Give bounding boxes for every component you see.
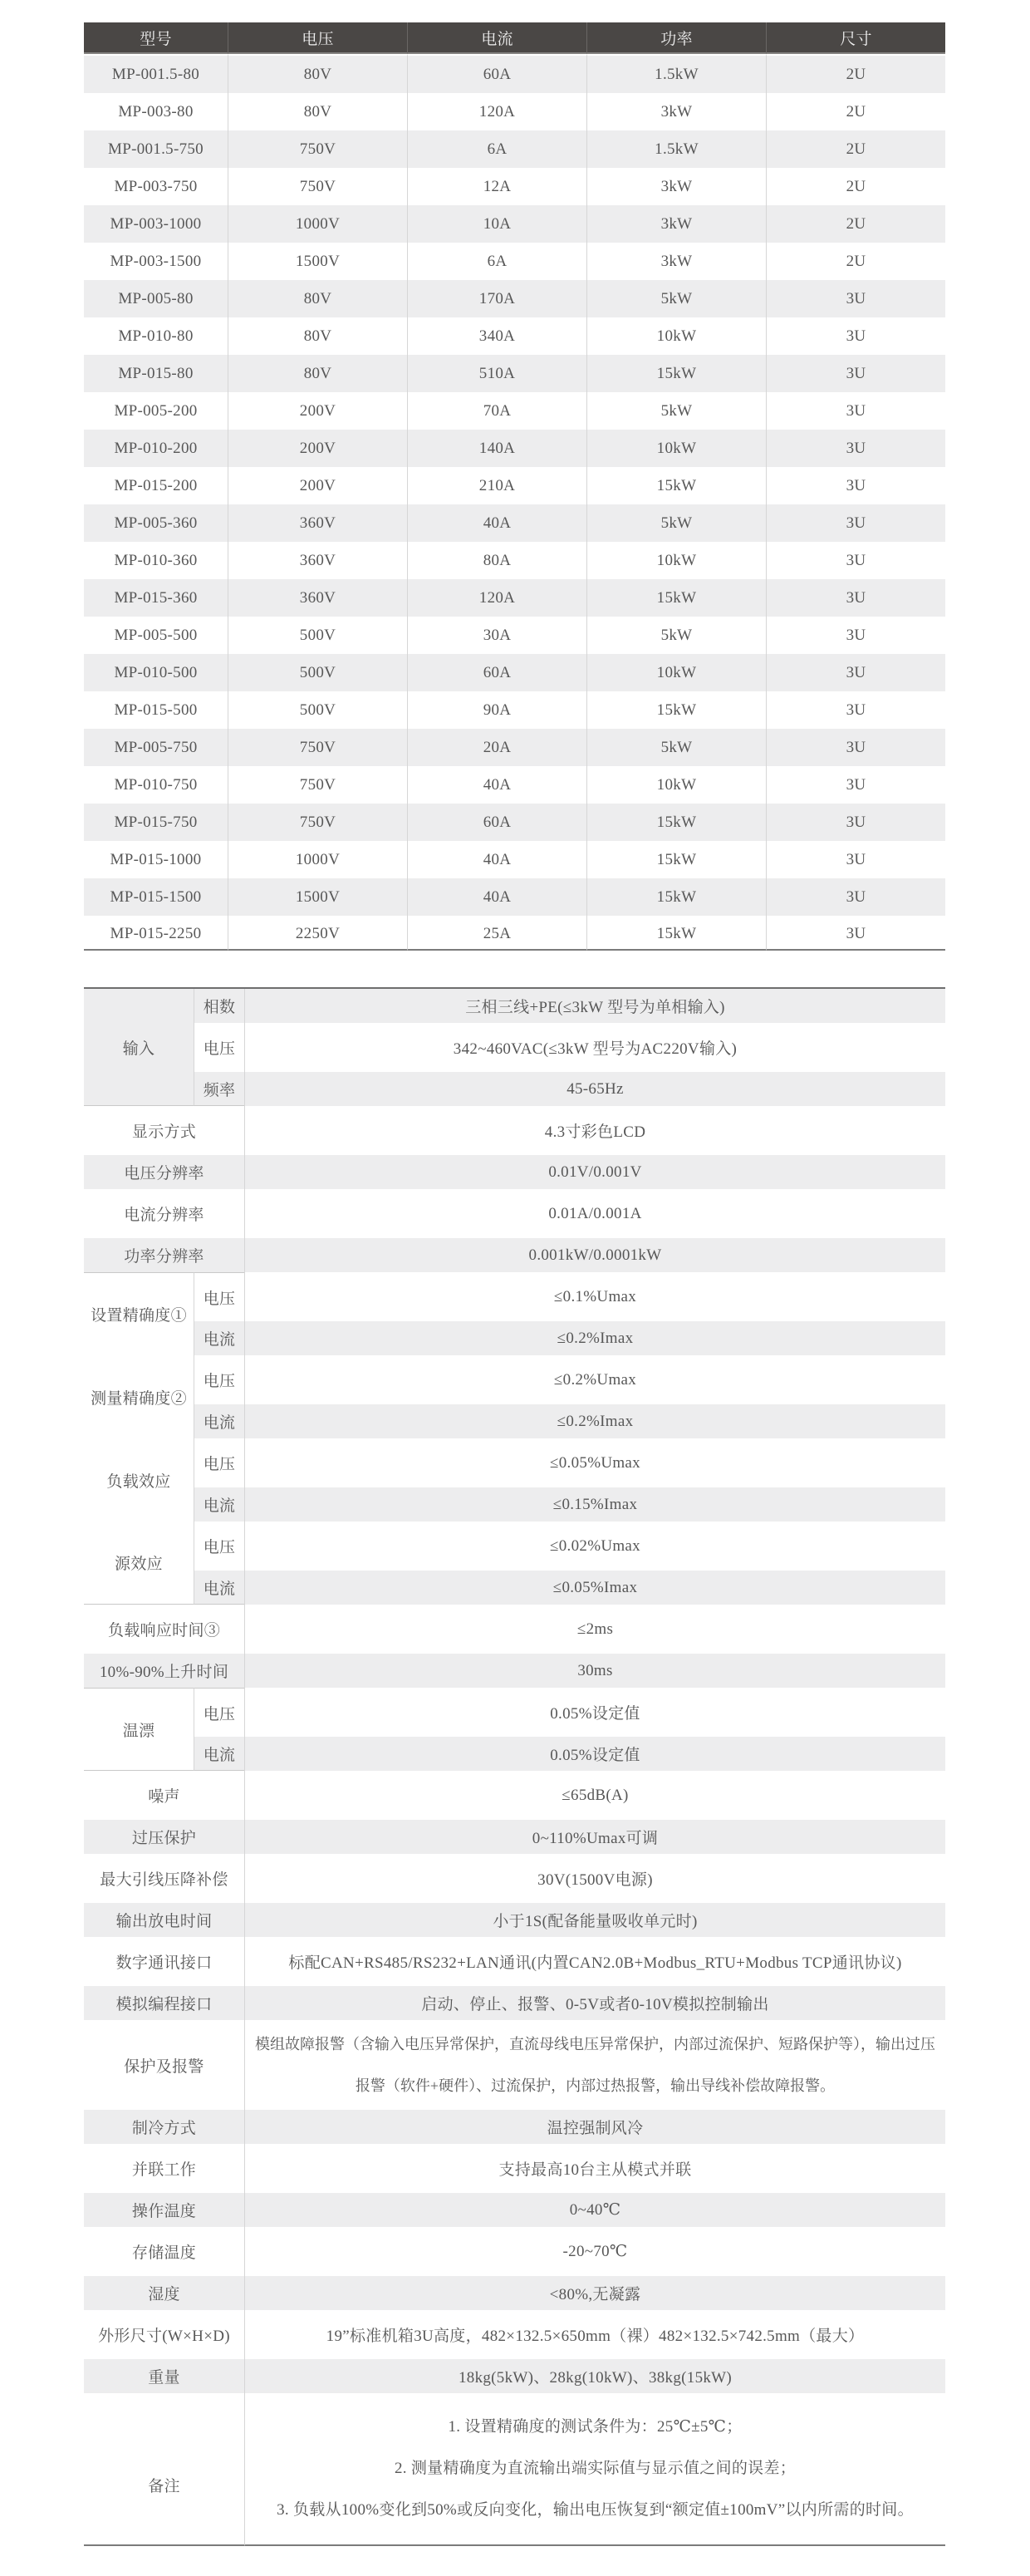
spec-label: 备注 (84, 2393, 244, 2546)
spec-value: 三相三线+PE(≤3kW 型号为单相输入) (244, 989, 945, 1023)
cell-power: 5kW (586, 504, 766, 542)
spec-row (84, 1820, 945, 1854)
cell-current: 12A (407, 168, 586, 205)
cell-power: 5kW (586, 617, 766, 654)
spec-label: 模拟编程接口 (84, 1986, 244, 2020)
spec-value: 0.01V/0.001V (244, 1155, 945, 1189)
spec-notes (244, 2393, 945, 2546)
table-row (84, 542, 945, 579)
cell-size: 3U (766, 766, 945, 804)
spec-value-line: 报警（软件+硬件）、过流保护，内部过热报警，输出导线补偿故障报警。 (355, 2077, 836, 2094)
cell-model: MP-015-360 (84, 579, 228, 617)
spec-row (84, 2144, 945, 2193)
spec-row (84, 1155, 945, 1189)
spec-row (84, 989, 945, 1023)
cell-model: MP-010-200 (84, 430, 228, 467)
cell-voltage: 200V (228, 467, 407, 504)
cell-current: 60A (407, 54, 586, 93)
cell-current: 120A (407, 93, 586, 130)
cell-current: 60A (407, 804, 586, 841)
spec-value: 30ms (244, 1654, 945, 1688)
spec-row (84, 2359, 945, 2393)
table-row (84, 93, 945, 130)
spec-row (84, 2227, 945, 2276)
table-row (84, 392, 945, 430)
spec-label: 操作温度 (84, 2193, 244, 2227)
cell-voltage: 750V (228, 168, 407, 205)
cell-current: 120A (407, 579, 586, 617)
spec-row (84, 2020, 945, 2110)
table-row (84, 766, 945, 804)
cell-current: 170A (407, 280, 586, 317)
cell-size: 3U (766, 878, 945, 916)
cell-voltage: 750V (228, 729, 407, 766)
spec-value: 温控强制风冷 (244, 2110, 945, 2144)
spec-row (84, 1487, 945, 1522)
table-row (84, 654, 945, 691)
spec-row (84, 1903, 945, 1937)
spec-row (84, 1355, 945, 1404)
cell-power: 10kW (586, 766, 766, 804)
table-row (84, 317, 945, 355)
cell-voltage: 80V (228, 93, 407, 130)
spec-row (84, 1404, 945, 1438)
cell-voltage: 2250V (228, 916, 407, 951)
spec-row (84, 1189, 945, 1238)
cell-size: 3U (766, 467, 945, 504)
spec-value: ≤65dB(A) (244, 1771, 945, 1820)
spec-table-body (84, 989, 945, 2546)
cell-model: MP-010-500 (84, 654, 228, 691)
cell-size: 3U (766, 579, 945, 617)
cell-current: 140A (407, 430, 586, 467)
spec-group-label: 测量精确度② (91, 1389, 187, 1408)
cell-voltage: 360V (228, 504, 407, 542)
table-row (84, 504, 945, 542)
spec-label: 存储温度 (131, 2244, 197, 2262)
spec-row (84, 1771, 945, 1820)
cell-model: MP-015-1000 (110, 850, 202, 868)
cell-voltage: 500V (228, 654, 407, 691)
spec-row (84, 1571, 945, 1605)
column-header-voltage: 电压 (228, 22, 407, 54)
cell-size: 3U (766, 804, 945, 841)
cell-power: 15kW (586, 579, 766, 617)
spec-label: 显示方式 (131, 1123, 197, 1141)
note-line: 1. 设置精确度的测试条件为：25℃±5℃； (448, 2418, 743, 2436)
cell-power: 1.5kW (586, 54, 766, 93)
model-table (84, 22, 945, 951)
column-header-model: 型号 (84, 22, 228, 54)
cell-model: MP-005-200 (114, 401, 198, 420)
table-row (84, 355, 945, 392)
spec-value: -20~70℃ (244, 2227, 945, 2276)
spec-value: ≤0.02%Umax (244, 1522, 945, 1571)
spec-sub-label: 电流 (194, 1487, 244, 1522)
header-row (84, 22, 945, 54)
cell-model: MP-001.5-750 (84, 130, 228, 168)
spec-label: 并联工作 (131, 2161, 197, 2179)
cell-current: 10A (407, 205, 586, 243)
cell-current: 340A (407, 317, 586, 355)
cell-voltage: 500V (228, 617, 407, 654)
cell-power: 15kW (586, 355, 766, 392)
table-row (84, 280, 945, 317)
cell-power: 5kW (586, 729, 766, 766)
spec-row (84, 2310, 945, 2359)
spec-value: 19”标准机箱3U高度，482×132.5×650mm（裸）482×132.5×742.5mm（最大） (244, 2310, 945, 2359)
cell-voltage: 80V (228, 355, 407, 392)
cell-current: 80A (407, 542, 586, 579)
cell-model: MP-010-80 (118, 327, 194, 345)
spec-value: 18kg(5kW)、28kg(10kW)、38kg(15kW) (244, 2359, 945, 2393)
cell-voltage: 360V (228, 579, 407, 617)
table-row (84, 579, 945, 617)
cell-current: 6A (407, 130, 586, 168)
spec-label: 噪声 (148, 1788, 180, 1806)
cell-power: 5kW (586, 280, 766, 317)
spec-sub-label: 电流 (194, 1404, 244, 1438)
spec-label: 最大引线压降补偿 (100, 1871, 228, 1889)
spec-row (84, 1238, 945, 1272)
cell-voltage: 200V (228, 430, 407, 467)
column-header-size: 尺寸 (766, 22, 945, 54)
cell-model: MP-005-500 (114, 626, 198, 644)
spec-row (84, 1438, 945, 1487)
spec-value: 0.05%设定值 (244, 1737, 945, 1771)
spec-sub-label: 电压 (194, 1522, 244, 1571)
cell-voltage: 80V (228, 317, 407, 355)
spec-label: 过压保护 (84, 1820, 244, 1854)
cell-size: 2U (766, 168, 945, 205)
cell-model: MP-015-80 (84, 355, 228, 392)
spec-label: 保护及报警 (124, 2057, 204, 2076)
note-line: 3. 负载从100%变化到50%或反向变化，输出电压恢复到“额定值±100mV”以内所需的时间。 (277, 2501, 914, 2519)
model-table-header (84, 22, 945, 54)
spec-sub-label: 电压 (194, 1023, 244, 1072)
spec-sub-label: 相数 (194, 989, 244, 1023)
cell-power: 10kW (586, 430, 766, 467)
spec-row (84, 1688, 945, 1737)
table-row (84, 430, 945, 467)
spec-label: 输出放电时间 (84, 1903, 244, 1937)
cell-voltage: 360V (228, 542, 407, 579)
cell-current: 20A (407, 729, 586, 766)
spec-row (84, 2276, 945, 2310)
cell-current: 510A (407, 355, 586, 392)
cell-current: 60A (407, 654, 586, 691)
spec-value: ≤0.15%Imax (244, 1487, 945, 1522)
cell-size: 2U (766, 205, 945, 243)
spec-sub-label: 电流 (194, 1737, 244, 1771)
table-row (84, 54, 945, 93)
spec-value: ≤0.2%Umax (244, 1355, 945, 1404)
cell-voltage: 1500V (228, 243, 407, 280)
cell-voltage: 1000V (228, 205, 407, 243)
cell-size: 3U (766, 430, 945, 467)
cell-power: 3kW (586, 168, 766, 205)
cell-size: 3U (766, 654, 945, 691)
cell-voltage: 750V (228, 766, 407, 804)
cell-current: 90A (407, 691, 586, 729)
spec-group-label: 输入 (84, 989, 194, 1106)
cell-size: 2U (766, 243, 945, 280)
cell-size: 2U (766, 130, 945, 168)
cell-model: MP-003-1000 (84, 205, 228, 243)
spec-value: ≤0.2%Imax (244, 1321, 945, 1355)
cell-power: 3kW (586, 93, 766, 130)
spec-row (84, 1986, 945, 2020)
spec-row (84, 1605, 945, 1654)
spec-table (84, 987, 945, 2546)
cell-model: MP-003-1500 (110, 252, 202, 270)
spec-row (84, 1737, 945, 1771)
cell-size: 3U (766, 691, 945, 729)
spec-group-label: 负载效应 (106, 1472, 171, 1491)
cell-model: MP-015-500 (114, 701, 198, 719)
cell-model: MP-015-200 (114, 476, 198, 494)
cell-voltage: 80V (228, 280, 407, 317)
spec-value: ≤0.2%Imax (244, 1404, 945, 1438)
cell-voltage: 750V (228, 804, 407, 841)
table-row (84, 691, 945, 729)
cell-size: 3U (766, 729, 945, 766)
cell-power: 5kW (586, 392, 766, 430)
cell-voltage: 1500V (228, 878, 407, 916)
spec-label: 湿度 (84, 2276, 244, 2310)
spec-value: 0~40℃ (244, 2193, 945, 2227)
spec-value: ≤0.1%Umax (244, 1272, 945, 1321)
spec-row (84, 1106, 945, 1155)
note-line: 2. 测量精确度为直流输出端实际值与显示值之间的误差； (394, 2460, 797, 2477)
cell-voltage: 1000V (228, 841, 407, 878)
spec-label: 电压分辨率 (84, 1155, 244, 1189)
spec-sub-label: 电流 (194, 1321, 244, 1355)
spec-sub-label: 电压 (194, 1355, 244, 1404)
cell-model: MP-015-1500 (84, 878, 228, 916)
spec-value: 标配CAN+RS485/RS232+LAN通讯(内置CAN2.0B+Modbus_RTU+Modbus TCP通讯协议) (244, 1937, 945, 1986)
cell-power: 15kW (586, 804, 766, 841)
cell-model: MP-010-750 (114, 775, 198, 794)
table-row (84, 804, 945, 841)
cell-power: 15kW (586, 467, 766, 504)
spec-row (84, 1937, 945, 1986)
cell-power: 3kW (586, 205, 766, 243)
spec-value: 0.001kW/0.0001kW (244, 1238, 945, 1272)
cell-model: MP-001.5-80 (84, 54, 228, 93)
cell-current: 6A (407, 243, 586, 280)
spec-sub-label: 电压 (194, 1438, 244, 1487)
spec-label: 负载响应时间③ (107, 1622, 221, 1639)
cell-power: 15kW (586, 691, 766, 729)
spec-value: 4.3寸彩色LCD (244, 1106, 945, 1155)
cell-current: 70A (407, 392, 586, 430)
model-table-body (84, 54, 945, 951)
spec-value-line: 模组故障报警（含输入电压异常保护，直流母线电压异常保护，内部过流保护、短路保护等），输出过压 (255, 2036, 935, 2052)
spec-value: 30V(1500V电源) (244, 1854, 945, 1903)
cell-current: 40A (407, 841, 586, 878)
cell-size: 2U (766, 93, 945, 130)
cell-model: MP-015-2250 (84, 916, 228, 951)
cell-size: 3U (766, 916, 945, 951)
cell-current: 25A (407, 916, 586, 951)
table-row (84, 168, 945, 205)
cell-current: 40A (407, 504, 586, 542)
cell-power: 15kW (586, 878, 766, 916)
spec-value: ≤0.05%Imax (244, 1571, 945, 1605)
spec-row (84, 2193, 945, 2227)
cell-model: MP-010-360 (114, 551, 198, 569)
spec-value: ≤2ms (244, 1605, 945, 1654)
spec-row (84, 1272, 945, 1321)
table-row (84, 841, 945, 878)
spec-label: 数字通讯接口 (115, 1954, 213, 1972)
spec-value: 342~460VAC(≤3kW 型号为AC220V输入) (244, 1023, 945, 1072)
spec-row-notes (84, 2393, 945, 2546)
cell-size: 3U (766, 841, 945, 878)
spec-label: 重量 (84, 2359, 244, 2393)
spec-row (84, 1522, 945, 1571)
spec-label: 制冷方式 (84, 2110, 244, 2144)
cell-current: 30A (407, 617, 586, 654)
table-row (84, 916, 945, 951)
cell-power: 10kW (586, 542, 766, 579)
spec-value: 45-65Hz (244, 1072, 945, 1106)
cell-voltage: 750V (228, 130, 407, 168)
cell-power: 10kW (586, 654, 766, 691)
cell-model: MP-003-750 (114, 177, 198, 195)
cell-model: MP-005-360 (84, 504, 228, 542)
spec-group-label: 源效应 (84, 1522, 194, 1605)
spec-sub-label: 电压 (194, 1688, 244, 1737)
cell-size: 3U (766, 392, 945, 430)
spec-value: 0.05%设定值 (244, 1688, 945, 1737)
spec-value: <80%,无凝露 (244, 2276, 945, 2310)
spec-value: ≤0.05%Umax (244, 1438, 945, 1487)
cell-size: 3U (766, 617, 945, 654)
cell-power: 10kW (586, 317, 766, 355)
cell-model: MP-005-750 (84, 729, 228, 766)
cell-voltage: 80V (228, 54, 407, 93)
cell-power: 3kW (586, 243, 766, 280)
table-row (84, 467, 945, 504)
spec-row (84, 1854, 945, 1903)
cell-size: 3U (766, 317, 945, 355)
spec-label: 功率分辨率 (84, 1238, 244, 1272)
spec-row (84, 1654, 945, 1688)
cell-current: 40A (407, 878, 586, 916)
cell-size: 3U (766, 280, 945, 317)
spec-sub-label: 电压 (194, 1272, 244, 1321)
spec-label: 10%-90%上升时间 (84, 1654, 244, 1688)
spec-row (84, 1072, 945, 1106)
spec-label: 电流分辨率 (124, 1207, 204, 1224)
cell-size: 3U (766, 504, 945, 542)
cell-power: 1.5kW (586, 130, 766, 168)
spec-label: 外形尺寸(W×H×D) (98, 2328, 230, 2345)
spec-value: 启动、停止、报警、0-5V或者0-10V模拟控制输出 (244, 1986, 945, 2020)
table-row (84, 617, 945, 654)
cell-size: 2U (766, 54, 945, 93)
table-row (84, 729, 945, 766)
spec-sub-label: 电流 (194, 1571, 244, 1605)
table-row (84, 205, 945, 243)
cell-model: MP-003-80 (118, 102, 194, 120)
spec-value: 0.01A/0.001A (244, 1189, 945, 1238)
cell-power: 15kW (586, 841, 766, 878)
spec-group-label: 温漂 (84, 1688, 194, 1771)
cell-power: 15kW (586, 916, 766, 951)
cell-current: 210A (407, 467, 586, 504)
cell-model: MP-005-80 (84, 280, 228, 317)
spec-value: 0~110%Umax可调 (244, 1820, 945, 1854)
cell-size: 3U (766, 542, 945, 579)
cell-size: 3U (766, 355, 945, 392)
table-row (84, 243, 945, 280)
table-row (84, 130, 945, 168)
spec-value (244, 2020, 945, 2110)
spec-row (84, 2110, 945, 2144)
spec-value: 小于1S(配备能量吸收单元时) (244, 1903, 945, 1937)
spec-value: 支持最高10台主从模式并联 (244, 2144, 945, 2193)
spec-group-label: 设置精确度① (84, 1272, 194, 1355)
cell-voltage: 500V (228, 691, 407, 729)
cell-model: MP-015-750 (84, 804, 228, 841)
column-header-current: 电流 (407, 22, 586, 54)
spec-sub-label: 频率 (194, 1072, 244, 1106)
cell-voltage: 200V (228, 392, 407, 430)
column-header-power: 功率 (586, 22, 766, 54)
cell-current: 40A (407, 766, 586, 804)
spec-row (84, 1023, 945, 1072)
table-row (84, 878, 945, 916)
spec-row (84, 1321, 945, 1355)
